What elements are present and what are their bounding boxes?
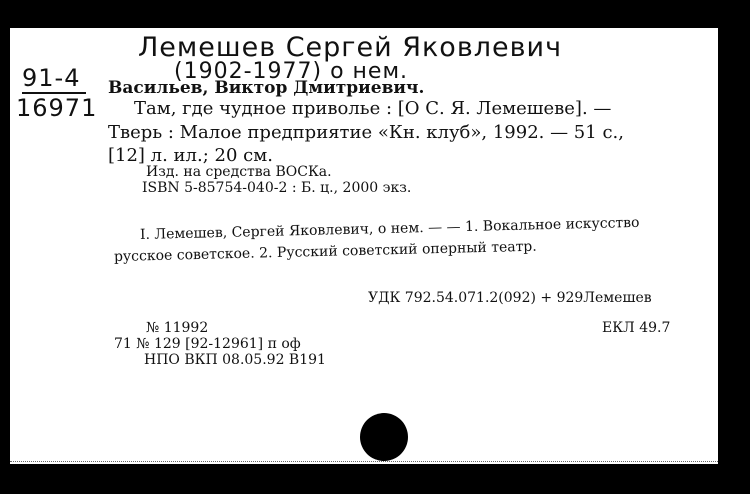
registry-npo: НПО ВКП 08.05.92 В191 [144,352,326,368]
handwritten-heading-line1: Лемешев Сергей Яковлевич [138,32,563,63]
catalog-card [10,28,718,464]
registry-order: 71 № 129 [92-12961] п оф [114,336,301,352]
call-number-top: 91-4 [22,64,86,94]
ekl-line: ЕКЛ 49.7 [602,320,671,336]
publisher-note: Изд. на средства ВОСКа. [146,164,332,180]
punch-hole [360,413,408,461]
bottom-edge [10,461,718,462]
handwritten-heading-line2: (1902-1977) о нем. [174,59,409,84]
extent-line: [12] л. ил.; 20 см. [108,145,273,166]
subject-line-2: русское советское. 2. Русский советский оперный театр. [113,238,537,265]
imprint-line: Тверь : Малое предприятие «Кн. клуб», 1992. — 51 с., [108,122,624,143]
udk-line: УДК 792.54.071.2(092) + 929Лемешев [368,290,652,306]
call-number-bottom: 16971 [16,94,98,122]
title-line: Там, где чудное приволье : [О С. Я. Лемешеве]. — [134,98,612,119]
isbn-line: ISBN 5-85754-040-2 : Б. ц., 2000 экз. [142,180,412,196]
subject-line-1: I. Лемешев, Сергей Яковлевич, о нем. — — 1. Вокальное искусство [139,214,640,243]
author: Васильев, Виктор Дмитриевич. [108,78,425,98]
registry-number: № 11992 [146,320,209,336]
